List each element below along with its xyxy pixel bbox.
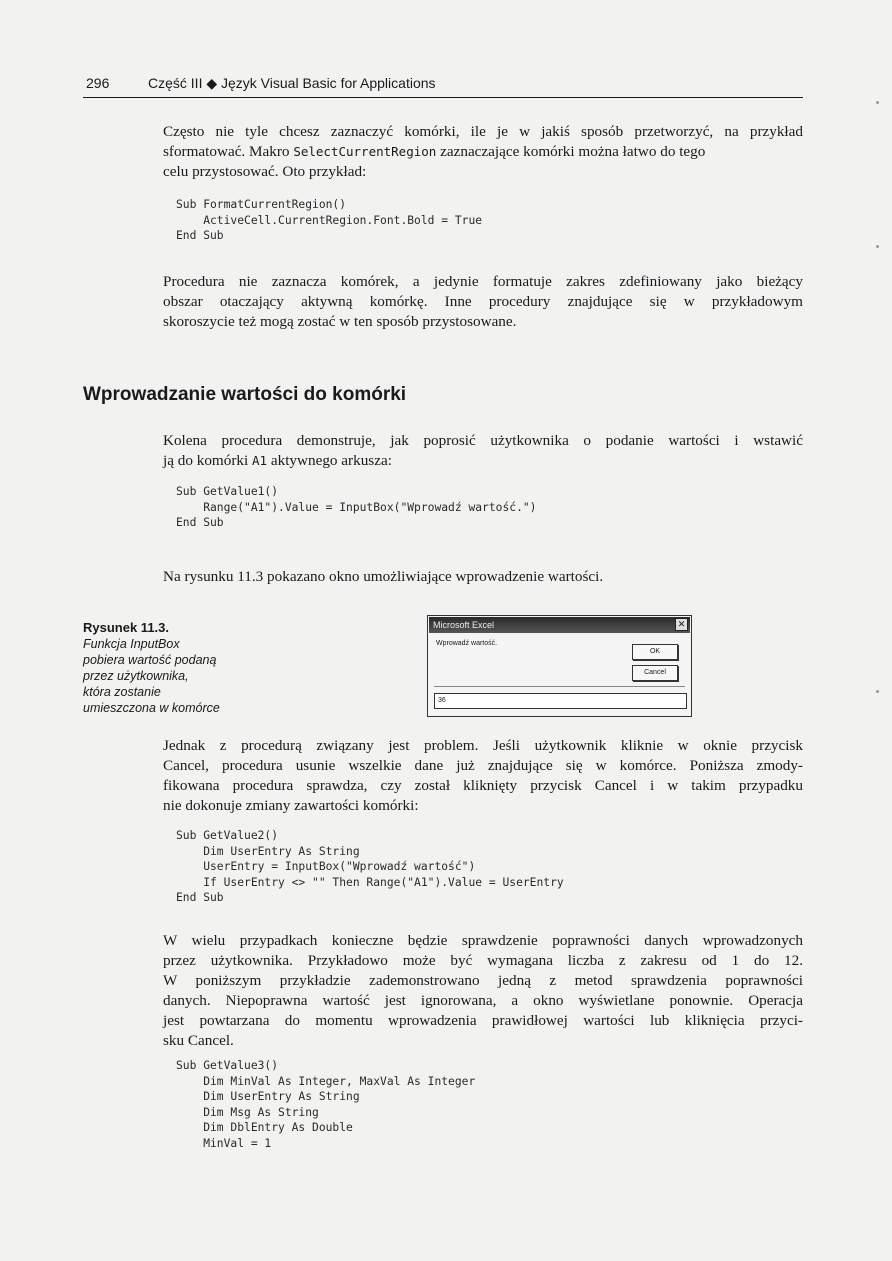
figure-number: Rysunek 11.3.: [83, 620, 169, 635]
header-title: Część III ◆ Język Visual Basic for Applications: [148, 75, 436, 91]
paragraph-validation: [163, 931, 803, 1051]
paragraph-line: nie dokonuje zmiany zawartości komórki:: [163, 797, 419, 814]
text-run: ją do komórki: [163, 452, 253, 469]
inline-code: SelectCurrentRegion: [293, 144, 437, 159]
paragraph-line: W poniższym przykładzie zademonstrowano jedną z metod sprawdzenia poprawności: [163, 972, 803, 989]
code-block-getvalue2: Sub GetValue2() Dim UserEntry As String UserEntry = InputBox("Wprowadź wartość") If UserEntry <> "" Then Range("A1").Value = UserEntry End Sub: [176, 829, 564, 904]
inputbox-dialog-figure: [427, 615, 692, 717]
dialog-prompt: Wprowadź wartość.: [436, 640, 498, 647]
text-run: sformatować. Makro: [163, 143, 294, 160]
ok-button[interactable]: OK: [632, 644, 678, 660]
paragraph-line: danych. Niepoprawna wartość jest ignorowana, a okno wyświetlane ponownie. Operacja: [163, 992, 803, 1009]
dialog-titlebar: [429, 617, 690, 633]
paragraph-line: Procedura nie zaznacza komórek, a jedynie formatuje zakres zdefiniowany jako bieżący: [163, 273, 803, 290]
paragraph-explanation: [163, 272, 803, 332]
paragraph-line: jest powtarzana do momentu wprowadzenia prawidłowej wartości lub kliknięcia przyci-: [163, 1012, 803, 1029]
inline-code: A1: [252, 453, 268, 468]
paragraph-line: skoroszycie też mogą zostać w ten sposób przystosowane.: [163, 313, 517, 330]
text-run: aktywnego arkusza:: [267, 452, 392, 469]
running-header: [83, 73, 803, 98]
close-icon[interactable]: ✕: [675, 618, 688, 631]
paragraph-line: celu przystosować. Oto przykład:: [163, 163, 367, 180]
paragraph-line: [163, 142, 803, 162]
paragraph-line: sku Cancel.: [163, 1032, 234, 1049]
paragraph-line: Często nie tyle chcesz zaznaczyć komórki, ile je w jakiś sposób przetworzyć, na przykład: [163, 123, 803, 140]
paragraph-line: [163, 451, 803, 471]
paragraph-line: przez użytkownika. Przykładowo może być wymagana liczba z zakresu od 1 do 12.: [163, 952, 803, 969]
scan-speck: [876, 101, 879, 104]
text-run: zaznaczające komórki można łatwo do tego: [436, 143, 706, 160]
cancel-button[interactable]: Cancel: [632, 665, 678, 681]
dialog-title: Microsoft Excel: [433, 620, 495, 630]
scan-speck: [876, 690, 879, 693]
paragraph-line: obszar otaczający aktywną komórkę. Inne procedury znajdujące się w przykładowym: [163, 293, 803, 310]
dialog-divider: [434, 686, 685, 687]
scan-speck: [876, 245, 879, 248]
code-block-getvalue3: Sub GetValue3() Dim MinVal As Integer, MaxVal As Integer Dim UserEntry As String Dim Msg As String Dim DblEntry As Double MinVal = 1: [176, 1059, 476, 1150]
paragraph-line: W wielu przypadkach konieczne będzie sprawdzenie poprawności danych wprowadzonych: [163, 932, 803, 949]
paragraph-cancel-problem: [163, 736, 803, 816]
paragraph-line: Cancel, procedura usunie wszelkie dane już znajdujące się w komórce. Poniższa zmody-: [163, 757, 803, 774]
code-block-format-region: Sub FormatCurrentRegion() ActiveCell.CurrentRegion.Font.Bold = True End Sub: [176, 198, 483, 242]
code-block-getvalue1: Sub GetValue1() Range("A1").Value = InputBox("Wprowadź wartość.") End Sub: [176, 485, 537, 529]
section-heading: Wprowadzanie wartości do komórki: [83, 384, 407, 405]
paragraph-getvalue-intro: [163, 431, 803, 471]
page-number: 296: [86, 75, 110, 91]
value-input[interactable]: 36: [434, 693, 687, 709]
figure-caption-text: Funkcja InputBox pobiera wartość podaną przez użytkownika, która zostanie umieszczona w komórce: [83, 637, 220, 715]
paragraph-intro: [163, 122, 803, 182]
paragraph-line: fikowana procedura sprawdza, czy został kliknięty przycisk Cancel i w takim przypadku: [163, 777, 803, 794]
figure-caption: [83, 620, 273, 716]
paragraph-figure-ref: Na rysunku 11.3 pokazano okno umożliwiające wprowadzenie wartości.: [163, 568, 604, 585]
paragraph-line: Kolena procedura demonstruje, jak poprosić użytkownika o podanie wartości i wstawić: [163, 432, 803, 449]
paragraph-line: Jednak z procedurą związany jest problem. Jeśli użytkownik kliknie w oknie przycisk: [163, 737, 803, 754]
